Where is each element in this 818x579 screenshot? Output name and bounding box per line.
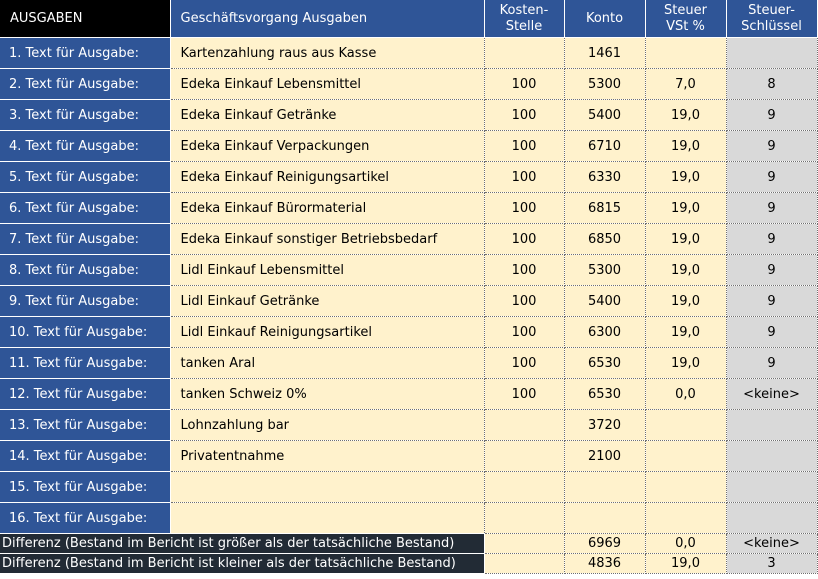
table-row: [0, 38, 817, 69]
differenz-row: [0, 534, 817, 554]
row-konto-cell[interactable]: 6530: [564, 348, 645, 379]
row-vst-cell[interactable]: [645, 503, 726, 534]
row-vst-cell[interactable]: 19,0: [645, 317, 726, 348]
table-row: [0, 410, 817, 441]
row-konto-cell[interactable]: 6850: [564, 224, 645, 255]
row-steuerschluessel-cell[interactable]: 9: [726, 100, 817, 131]
table-row: [0, 131, 817, 162]
row-konto-cell[interactable]: 5400: [564, 286, 645, 317]
row-label: 13. Text für Ausgabe:: [0, 410, 170, 441]
row-kostenstelle-cell[interactable]: 100: [484, 317, 564, 348]
row-konto-cell[interactable]: 6815: [564, 193, 645, 224]
row-kostenstelle-cell[interactable]: 100: [484, 255, 564, 286]
header-steuerschluessel-line2: Schlüssel: [741, 18, 802, 34]
table-row: [0, 379, 817, 410]
header-steuerschluessel-line1: Steuer-: [748, 2, 795, 18]
differenz-label: Differenz (Bestand im Bericht ist größer als der tatsächliche Bestand): [0, 534, 484, 554]
row-vst-cell[interactable]: 19,0: [645, 193, 726, 224]
table-body: [0, 38, 817, 574]
row-label: 11. Text für Ausgabe:: [0, 348, 170, 379]
row-kostenstelle-cell[interactable]: [484, 410, 564, 441]
row-kostenstelle-cell[interactable]: [484, 441, 564, 472]
header-konto: Konto: [564, 0, 645, 38]
row-vst-cell[interactable]: 19,0: [645, 255, 726, 286]
row-steuerschluessel-cell[interactable]: 8: [726, 69, 817, 100]
row-steuerschluessel-cell[interactable]: [726, 503, 817, 534]
row-vst-cell[interactable]: [645, 38, 726, 69]
table-row: [0, 441, 817, 472]
row-kostenstelle-cell[interactable]: 100: [484, 162, 564, 193]
header-steuerschluessel: [726, 0, 817, 38]
row-description-cell[interactable]: Edeka Einkauf Bürormaterial: [170, 193, 484, 224]
differenz-konto-cell[interactable]: 4836: [564, 554, 645, 574]
row-kostenstelle-cell[interactable]: 100: [484, 286, 564, 317]
row-steuerschluessel-cell[interactable]: 9: [726, 255, 817, 286]
row-vst-cell[interactable]: 19,0: [645, 286, 726, 317]
header-steuer-line2: VSt %: [666, 18, 705, 34]
differenz-kostenstelle-cell[interactable]: [484, 554, 564, 574]
table-row: [0, 162, 817, 193]
table-row: [0, 317, 817, 348]
row-kostenstelle-cell[interactable]: 100: [484, 131, 564, 162]
differenz-row: [0, 554, 817, 574]
row-kostenstelle-cell[interactable]: 100: [484, 193, 564, 224]
row-vst-cell[interactable]: [645, 441, 726, 472]
row-steuerschluessel-cell[interactable]: 9: [726, 162, 817, 193]
row-description-cell[interactable]: Edeka Einkauf Lebensmittel: [170, 69, 484, 100]
row-vst-cell[interactable]: [645, 472, 726, 503]
header-kostenstelle-line2: Stelle: [505, 18, 543, 34]
row-description-cell[interactable]: Edeka Einkauf Getränke: [170, 100, 484, 131]
row-label: 14. Text für Ausgabe:: [0, 441, 170, 472]
row-konto-cell[interactable]: 2100: [564, 441, 645, 472]
row-konto-cell[interactable]: 6300: [564, 317, 645, 348]
row-description-cell[interactable]: Edeka Einkauf Verpackungen: [170, 131, 484, 162]
row-steuerschluessel-cell[interactable]: 9: [726, 348, 817, 379]
row-steuerschluessel-cell[interactable]: <keine>: [726, 379, 817, 410]
row-label: 2. Text für Ausgabe:: [0, 69, 170, 100]
header-geschaeftsvorgang: Geschäftsvorgang Ausgaben: [170, 0, 484, 38]
row-description-cell[interactable]: Edeka Einkauf Reinigungsartikel: [170, 162, 484, 193]
differenz-steuerschluessel-cell[interactable]: <keine>: [726, 534, 817, 554]
row-label: 4. Text für Ausgabe:: [0, 131, 170, 162]
row-steuerschluessel-cell[interactable]: 9: [726, 317, 817, 348]
row-konto-cell[interactable]: 6710: [564, 131, 645, 162]
differenz-label: Differenz (Bestand im Bericht ist kleiner als der tatsächliche Bestand): [0, 554, 484, 574]
row-description-cell[interactable]: Lohnzahlung bar: [170, 410, 484, 441]
table-row: [0, 224, 817, 255]
row-description-cell[interactable]: Privatentnahme: [170, 441, 484, 472]
row-konto-cell[interactable]: [564, 503, 645, 534]
header-steuer: [645, 0, 726, 38]
row-kostenstelle-cell[interactable]: [484, 38, 564, 69]
row-vst-cell[interactable]: 0,0: [645, 379, 726, 410]
row-label: 15. Text für Ausgabe:: [0, 472, 170, 503]
differenz-vst-cell[interactable]: 0,0: [645, 534, 726, 554]
row-label: 16. Text für Ausgabe:: [0, 503, 170, 534]
row-label: 1. Text für Ausgabe:: [0, 38, 170, 69]
row-label: 8. Text für Ausgabe:: [0, 255, 170, 286]
row-label: 3. Text für Ausgabe:: [0, 100, 170, 131]
table-row: [0, 255, 817, 286]
row-steuerschluessel-cell[interactable]: [726, 410, 817, 441]
differenz-steuerschluessel-cell[interactable]: 3: [726, 554, 817, 574]
row-vst-cell[interactable]: 7,0: [645, 69, 726, 100]
row-steuerschluessel-cell[interactable]: 9: [726, 193, 817, 224]
row-label: 12. Text für Ausgabe:: [0, 379, 170, 410]
row-steuerschluessel-cell[interactable]: [726, 38, 817, 69]
table-row: [0, 348, 817, 379]
header-steuer-line1: Steuer: [664, 2, 707, 18]
row-steuerschluessel-cell[interactable]: [726, 472, 817, 503]
row-description-cell[interactable]: Edeka Einkauf sonstiger Betriebsbedarf: [170, 224, 484, 255]
table-row: [0, 286, 817, 317]
row-label: 7. Text für Ausgabe:: [0, 224, 170, 255]
row-description-cell[interactable]: Lidl Einkauf Getränke: [170, 286, 484, 317]
row-konto-cell[interactable]: 5300: [564, 255, 645, 286]
row-description-cell[interactable]: [170, 472, 484, 503]
row-label: 6. Text für Ausgabe:: [0, 193, 170, 224]
row-description-cell[interactable]: tanken Schweiz 0%: [170, 379, 484, 410]
header-row: [0, 0, 817, 38]
table-row: [0, 503, 817, 534]
differenz-konto-cell[interactable]: 6969: [564, 534, 645, 554]
row-label: 9. Text für Ausgabe:: [0, 286, 170, 317]
row-kostenstelle-cell[interactable]: 100: [484, 69, 564, 100]
row-kostenstelle-cell[interactable]: 100: [484, 348, 564, 379]
row-konto-cell[interactable]: 3720: [564, 410, 645, 441]
row-description-cell[interactable]: Lidl Einkauf Lebensmittel: [170, 255, 484, 286]
table-row: [0, 69, 817, 100]
row-konto-cell[interactable]: 6330: [564, 162, 645, 193]
row-steuerschluessel-cell[interactable]: [726, 441, 817, 472]
row-vst-cell[interactable]: [645, 410, 726, 441]
row-vst-cell[interactable]: 19,0: [645, 100, 726, 131]
row-konto-cell[interactable]: 6530: [564, 379, 645, 410]
row-description-cell[interactable]: [170, 503, 484, 534]
row-label: 5. Text für Ausgabe:: [0, 162, 170, 193]
table-row: [0, 472, 817, 503]
row-kostenstelle-cell[interactable]: 100: [484, 224, 564, 255]
row-label: 10. Text für Ausgabe:: [0, 317, 170, 348]
row-konto-cell[interactable]: [564, 472, 645, 503]
differenz-vst-cell[interactable]: 19,0: [645, 554, 726, 574]
header-kostenstelle: [484, 0, 564, 38]
row-vst-cell[interactable]: 19,0: [645, 162, 726, 193]
row-vst-cell[interactable]: 19,0: [645, 224, 726, 255]
row-konto-cell[interactable]: 1461: [564, 38, 645, 69]
row-kostenstelle-cell[interactable]: [484, 503, 564, 534]
row-steuerschluessel-cell[interactable]: 9: [726, 286, 817, 317]
table-row: [0, 193, 817, 224]
row-description-cell[interactable]: Kartenzahlung raus aus Kasse: [170, 38, 484, 69]
row-steuerschluessel-cell[interactable]: 9: [726, 131, 817, 162]
header-kostenstelle-line1: Kosten-: [499, 2, 549, 18]
differenz-kostenstelle-cell[interactable]: [484, 534, 564, 554]
row-konto-cell[interactable]: 5400: [564, 100, 645, 131]
row-steuerschluessel-cell[interactable]: 9: [726, 224, 817, 255]
row-kostenstelle-cell[interactable]: [484, 472, 564, 503]
row-description-cell[interactable]: Lidl Einkauf Reinigungsartikel: [170, 317, 484, 348]
row-kostenstelle-cell[interactable]: 100: [484, 379, 564, 410]
row-konto-cell[interactable]: 5300: [564, 69, 645, 100]
header-ausgaben: AUSGABEN: [0, 0, 170, 38]
row-vst-cell[interactable]: 19,0: [645, 348, 726, 379]
row-kostenstelle-cell[interactable]: 100: [484, 100, 564, 131]
table-row: [0, 100, 817, 131]
row-description-cell[interactable]: tanken Aral: [170, 348, 484, 379]
row-vst-cell[interactable]: 19,0: [645, 131, 726, 162]
